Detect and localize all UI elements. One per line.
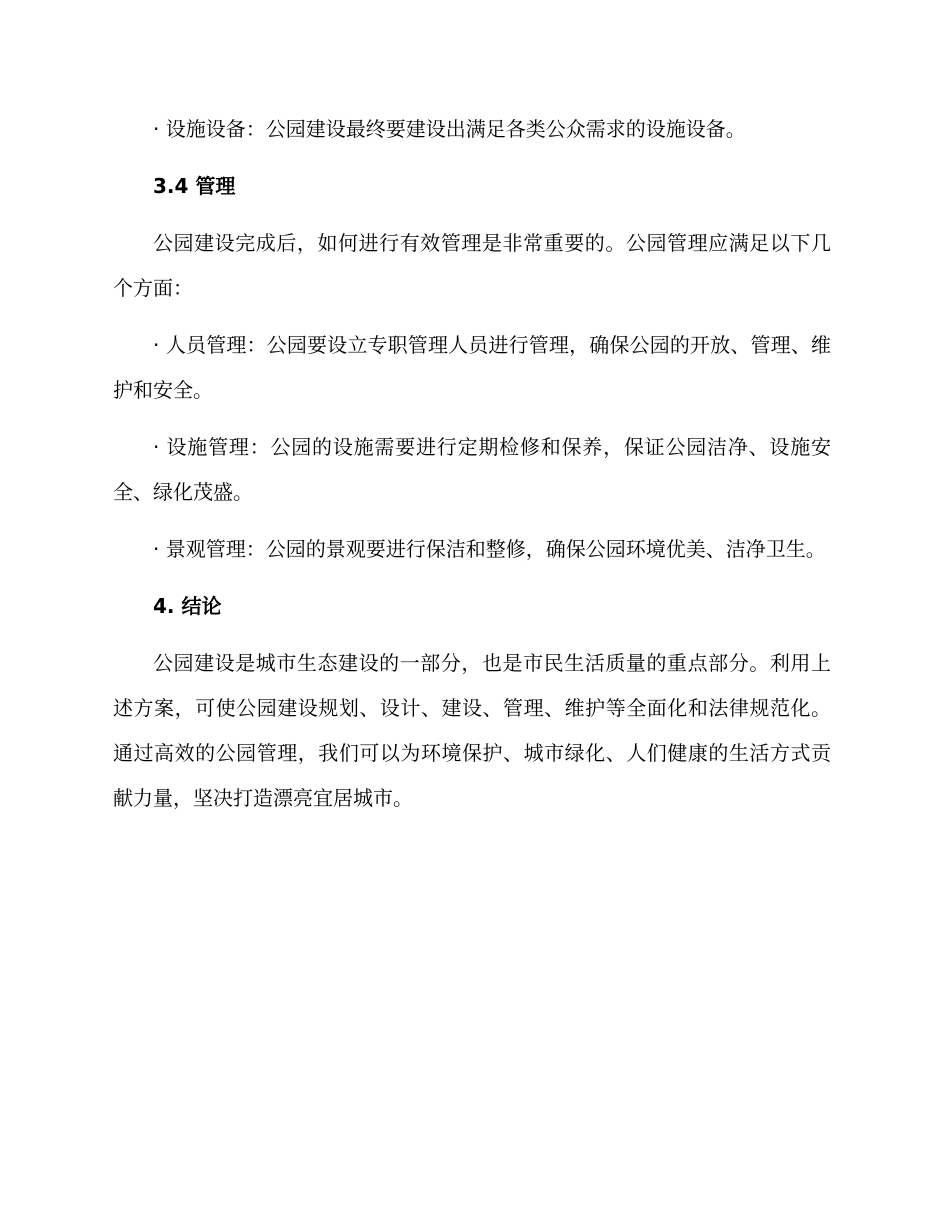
management-intro-paragraph: 公园建设完成后，如何进行有效管理是非常重要的。公园管理应满足以下几个方面： bbox=[113, 231, 831, 300]
section-heading-conclusion: 4. 结论 bbox=[153, 594, 222, 618]
section-heading-management: 3.4 管理 bbox=[153, 174, 236, 198]
bullet-landscape-management: · 景观管理：公园的景观要进行保洁和整修，确保公园环境优美、洁净卫生。 bbox=[153, 537, 826, 561]
bullet-facilities-equipment: · 设施设备：公园建设最终要建设出满足各类公众需求的设施设备。 bbox=[153, 117, 746, 141]
conclusion-paragraph: 公园建设是城市生态建设的一部分，也是市民生活质量的重点部分。利用上述方案，可使公园建设规划、设计、建设、管理、维护等全面化和法律规范化。通过高效的公园管理，我们可以为环境保护、城市绿化、人们健康的生活方式贡献力量，坚决打造漂亮宜居城市。 bbox=[113, 651, 831, 810]
document-page bbox=[113, 107, 831, 821]
bullet-facility-management: · 设施管理：公园的设施需要进行定期检修和保养，保证公园洁净、设施安全、绿化茂盛。 bbox=[113, 435, 831, 504]
bullet-personnel-management: · 人员管理：公园要设立专职管理人员进行管理，确保公园的开放、管理、维护和安全。 bbox=[113, 333, 831, 402]
